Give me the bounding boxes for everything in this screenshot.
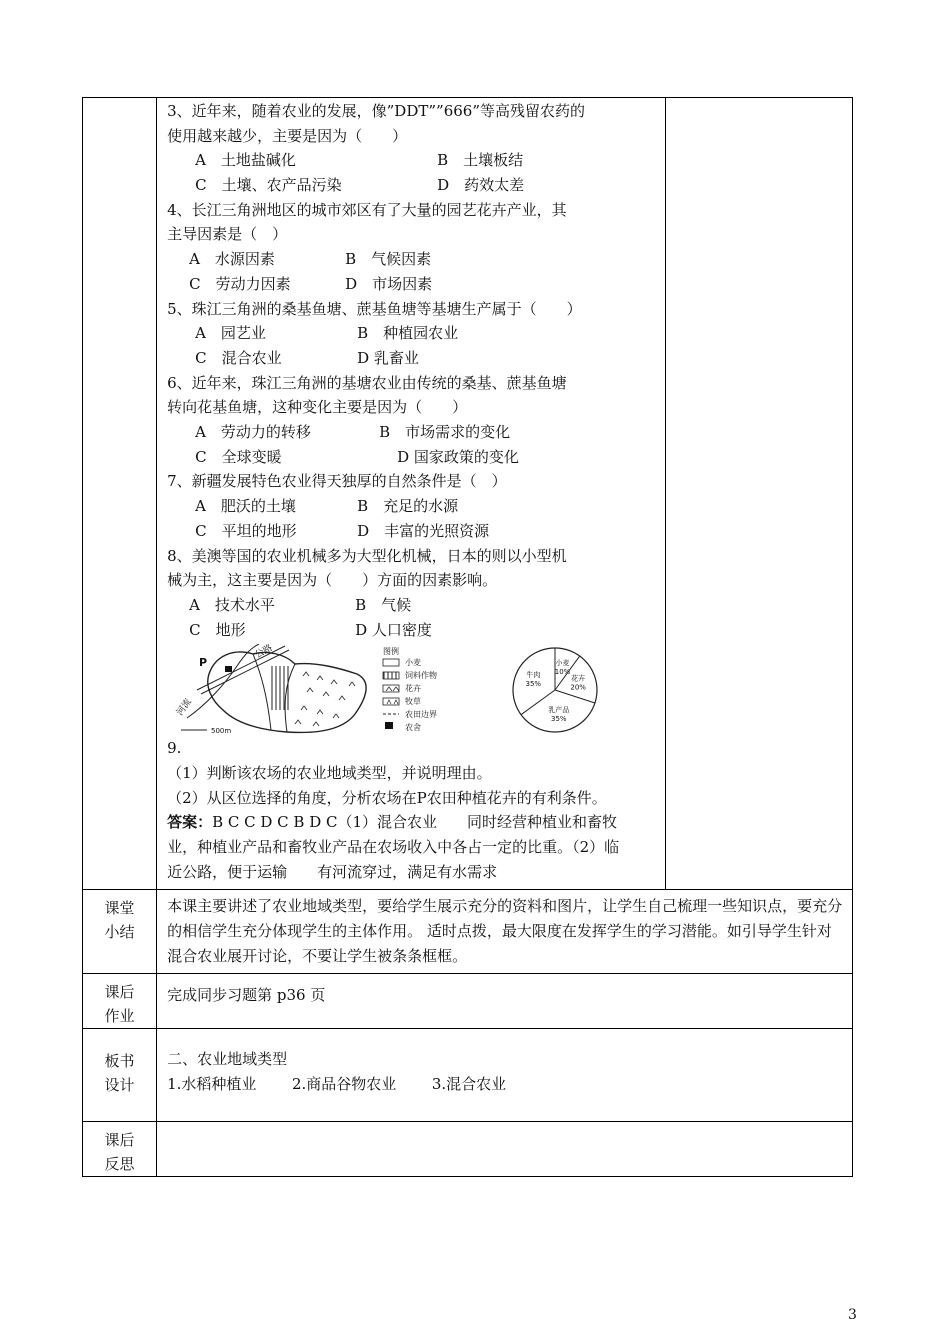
pie-slice-label: 小麦 xyxy=(555,659,570,668)
option-choice: A 劳动力的转移 xyxy=(195,423,311,442)
option-choice: D 人口密度 xyxy=(355,620,432,639)
board-heading: 二、农业地域类型 xyxy=(167,1049,288,1068)
option-choice: D 药效太差 xyxy=(437,176,525,195)
option-choice: C 混合农业 xyxy=(195,348,282,367)
option-choice: B 市场需求的变化 xyxy=(379,423,511,442)
legend-label: 农舍 xyxy=(405,723,422,733)
answer-text-1: B C C D C B D C（1）混合农业 同时经营种植业和畜牧 xyxy=(212,813,618,832)
option-choice: D 国家政策的变化 xyxy=(397,447,519,466)
question-4-line: 4、长江三角洲地区的城市郊区有了大量的园艺花卉产业，其 xyxy=(167,200,567,219)
pie-slice-label: 牛肉 xyxy=(526,671,541,680)
option-choice: D 丰富的光照资源 xyxy=(357,521,490,540)
reflection-row xyxy=(83,1121,853,1176)
homework-row xyxy=(83,973,853,1028)
legend-swatch-feed xyxy=(383,672,399,679)
question-4-line: 主导因素是（ ） xyxy=(167,225,288,244)
question-7-options-row xyxy=(167,519,657,544)
question-7-line: 7、新疆发展特色农业得天独厚的自然条件是（ ） xyxy=(167,472,507,491)
map-river-label: 河流 xyxy=(175,697,194,719)
board-content xyxy=(157,1028,853,1121)
summary-text: 本课主要讲述了农业地域类型，要给学生展示充分的资料和图片，让学生自己梳理一些知识点，要充分的相信学生充分体现学生的主体作用。 适时点拨，最大限度在发挥学生的学习潜能。如引导学生针对混合农业展开讨论，不要让学生被条条框框。 xyxy=(157,889,853,973)
board-label xyxy=(83,1028,157,1121)
board-item-3: 3.混合农业 xyxy=(431,1074,507,1093)
board-row xyxy=(83,1028,853,1121)
answer-line-1 xyxy=(167,810,657,835)
question-3-options-row xyxy=(167,173,657,198)
legend-labels xyxy=(405,657,437,732)
option-choice: A 技术水平 xyxy=(189,595,275,614)
map-p-label: P xyxy=(199,656,208,670)
summary-row xyxy=(83,889,853,973)
reflection-content xyxy=(157,1121,853,1176)
answer-line-3: 近公路，便于运输 有河流穿过，满足有水需求 xyxy=(167,862,498,881)
option-choice: C 地形 xyxy=(189,620,246,639)
legend-swatch-farmhouse xyxy=(385,722,393,729)
option-choice: D 乳畜业 xyxy=(357,348,419,367)
pie-slice-percent: 20% xyxy=(570,683,587,692)
question-4-options-row xyxy=(167,272,657,297)
question-3-options-row xyxy=(167,148,657,173)
q9-sub1: （1）判断该农场的农业地域类型，并说明理由。 xyxy=(167,763,492,782)
summary-label-line-1: 课堂 xyxy=(104,898,135,917)
summary-label-line-2: 小结 xyxy=(104,922,135,941)
question-3-line: 3、近年来，随着农业的发展，像”DDT””666”等高残留农药的 xyxy=(167,102,586,120)
reflection-label-line-1: 课后 xyxy=(104,1130,135,1149)
legend-label: 饲料作物 xyxy=(405,671,438,681)
homework-text xyxy=(157,973,853,1028)
board-item-2: 2.商品谷物农业 xyxy=(291,1074,397,1093)
q9-figure xyxy=(167,644,657,736)
page-number: 3 xyxy=(848,1307,857,1323)
question-6-options-row xyxy=(167,445,657,470)
map-scale-label: 500m xyxy=(211,727,232,736)
question-8-line: 8、美澳等国的农业机械多为大型化机械，日本的则以小型机 xyxy=(167,546,567,565)
board-items xyxy=(167,1072,846,1097)
legend-swatch-flower xyxy=(383,685,399,692)
income-pie-chart xyxy=(513,648,597,732)
reflection-label-line-2: 反思 xyxy=(104,1154,135,1173)
option-choice: A 肥沃的土壤 xyxy=(195,497,296,516)
option-choice: D 市场因素 xyxy=(345,274,433,293)
option-choice: C 平坦的地形 xyxy=(195,521,297,540)
pie-slice-percent: 35% xyxy=(551,715,567,724)
question-4-options-row xyxy=(167,247,657,272)
q9-number: 9. xyxy=(167,739,182,758)
legend-swatch-wheat xyxy=(383,659,399,666)
board-item-1: 1.水稻种植业 xyxy=(167,1074,257,1093)
notes-cell xyxy=(665,98,852,890)
map-legend xyxy=(383,646,437,732)
answer-line-2: 业，种植业产品和畜牧业产品在农场收入中各占一定的比重。（2）临 xyxy=(167,838,620,857)
legend-title: 图例 xyxy=(383,647,400,657)
board-label-line-2: 设计 xyxy=(104,1075,135,1094)
option-choice: C 劳动力因素 xyxy=(189,274,291,293)
option-choice: B 土壤板结 xyxy=(437,151,524,170)
homework-text-value: 完成同步习题第 p36 页 xyxy=(167,985,326,1004)
question-5-options-row xyxy=(167,346,657,371)
legend-label: 花卉 xyxy=(405,684,422,694)
exercises-row xyxy=(83,98,853,890)
question-5-options-row xyxy=(167,321,657,346)
pie-slice-percent: 10% xyxy=(554,668,571,677)
homework-label xyxy=(83,973,157,1028)
option-choice: C 全球变暖 xyxy=(195,447,282,466)
q9-figure-svg xyxy=(167,644,647,736)
exercises-label-cell xyxy=(83,98,157,890)
lesson-table xyxy=(82,97,853,1177)
homework-label-line-1: 课后 xyxy=(104,982,135,1001)
option-choice: B 充足的水源 xyxy=(357,497,459,516)
question-list xyxy=(167,99,657,642)
farmhouse xyxy=(225,666,232,672)
legend-label: 牧草 xyxy=(405,697,422,707)
pie-slice-label: 乳产品 xyxy=(548,706,570,715)
question-8-options-row xyxy=(167,593,657,618)
option-choice: B 气候因素 xyxy=(345,250,432,269)
q9-sub2: （2）从区位选择的角度，分析农场在P农田种植花卉的有利条件。 xyxy=(167,788,607,807)
farm-map xyxy=(174,644,366,735)
board-label-line-1: 板书 xyxy=(104,1051,135,1070)
question-6-line: 转向花基鱼塘，这种变化主要是因为（ ） xyxy=(167,398,468,417)
feed-crop-field xyxy=(269,666,289,710)
homework-label-line-2: 作业 xyxy=(104,1006,135,1025)
option-choice: B 气候 xyxy=(355,595,412,614)
reflection-label xyxy=(83,1121,157,1176)
option-choice: B 种植园农业 xyxy=(357,324,459,343)
question-6-options-row xyxy=(167,420,657,445)
question-8-options-row xyxy=(167,618,657,643)
legend-label: 农田边界 xyxy=(405,710,438,720)
summary-label xyxy=(83,889,157,973)
question-7-options-row xyxy=(167,494,657,519)
map-road-label: 公路 xyxy=(253,644,275,661)
pie-slice-percent: 35% xyxy=(525,680,542,689)
question-6-line: 6、近年来，珠江三角洲的基塘农业由传统的桑基、蔗基鱼塘 xyxy=(167,373,567,392)
exercises-cell xyxy=(157,98,666,890)
option-choice: C 土壤、农产品污染 xyxy=(195,176,342,195)
answer-label: 答案： xyxy=(167,813,213,832)
legend-label: 小麦 xyxy=(405,658,422,668)
question-5-line: 5、珠江三角洲的桑基鱼塘、蔗基鱼塘等基塘生产属于（ ） xyxy=(167,299,582,318)
question-8-line: 械为主，这主要是因为（ ）方面的因素影响。 xyxy=(167,571,498,590)
pie-slice-label: 花卉 xyxy=(571,674,586,683)
option-choice: A 水源因素 xyxy=(189,250,275,269)
question-3-line: 使用越来越少，主要是因为（ ） xyxy=(167,126,408,145)
option-choice: A 土地盐碱化 xyxy=(195,151,296,170)
option-choice: A 园艺业 xyxy=(195,324,266,343)
